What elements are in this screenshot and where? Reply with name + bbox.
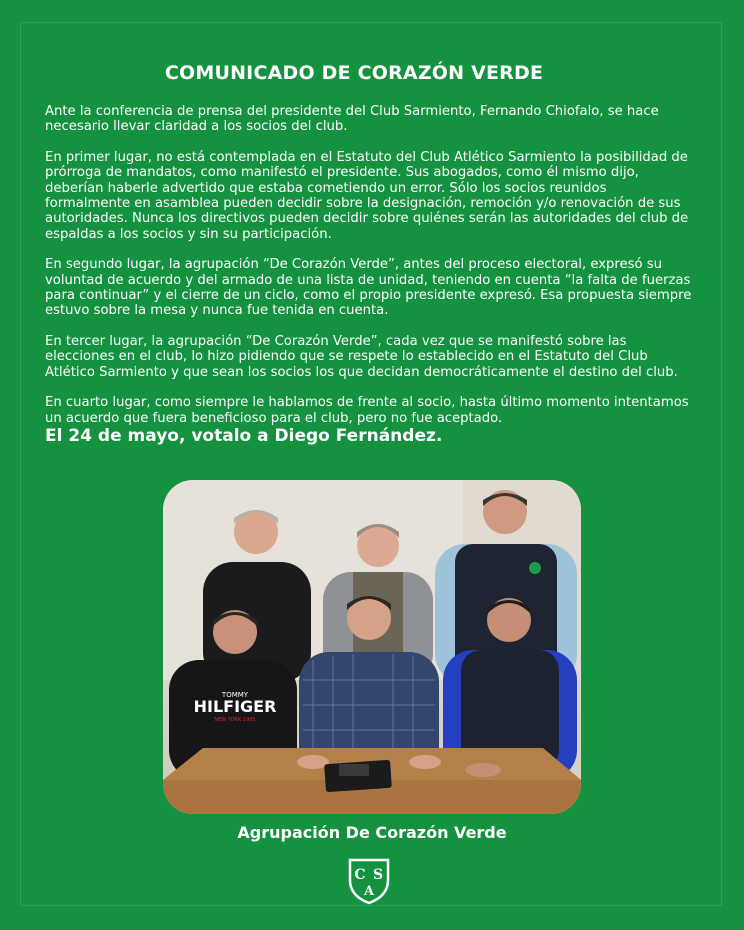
crest-letter-c: C <box>354 867 366 883</box>
group-photo <box>163 480 581 814</box>
crest-letter-s: S <box>372 867 384 883</box>
group-photo-illustration <box>163 480 581 814</box>
group-caption: Agrupación De Corazón Verde <box>237 823 507 842</box>
paragraph-1: Ante la conferencia de prensa del presidente del Club Sarmiento, Fernando Chiofalo, se hace necesario llevar claridad a los socios del club. <box>45 104 659 135</box>
club-crest <box>344 856 394 906</box>
shirt-logo-text: HILFIGER <box>193 697 277 716</box>
paragraph-4: En tercer lugar, la agrupación “De Corazón Verde”, cada vez que se manifestó sobre las elecciones en el club, lo hizo pidiendo que se respete lo establecido en el Estatuto del Club Atlético Sarmiento y que sean los socios los que decidan democráticamente el destino del club. <box>45 333 678 380</box>
page-title: COMUNICADO DE CORAZÓN VERDE <box>164 62 544 84</box>
shirt-brand: TOMMY <box>221 691 249 699</box>
club-crest-icon <box>344 856 394 906</box>
shirt-sub: NEW YORK 1985 <box>214 717 256 723</box>
paragraph-5: En cuarto lugar, como siempre le hablamos de frente al socio, hasta último momento intentamos un acuerdo que fuera beneficioso para el club, pero no fue aceptado. <box>45 395 689 426</box>
paragraph-2: En primer lugar, no está contemplada en el Estatuto del Club Atlético Sarmiento la posibilidad de prórroga de mandatos, como manifestó el presidente. Sus abogados, como él mismo dijo, deberían haberle advertido que estaba cometiendo un error. Sólo los socios reunidos formalmente en asamblea pueden decidir sobre la designación, remoción y/o renovación de sus autoridades. Nunca los directivos pueden decidir sobre quiénes serán las autoridades del club de espaldas a los socios y sin su participación. <box>45 149 689 242</box>
paragraph-3: En segundo lugar, la agrupación “De Corazón Verde”, antes del proceso electoral, expresó su voluntad de acuerdo y del armado de una lista de unidad, teniendo en cuenta “la falta de fuerzas para continuar” y el cierre de un ciclo, como el propio presidente expresó. Esa propuesta siempre estuvo sobre la mesa y nunca fue tenida en cuenta. <box>45 257 692 319</box>
statement-body <box>45 104 695 441</box>
crest-letter-a: A <box>363 884 375 899</box>
vote-call: El 24 de mayo, votalo a Diego Fernández. <box>45 426 443 446</box>
